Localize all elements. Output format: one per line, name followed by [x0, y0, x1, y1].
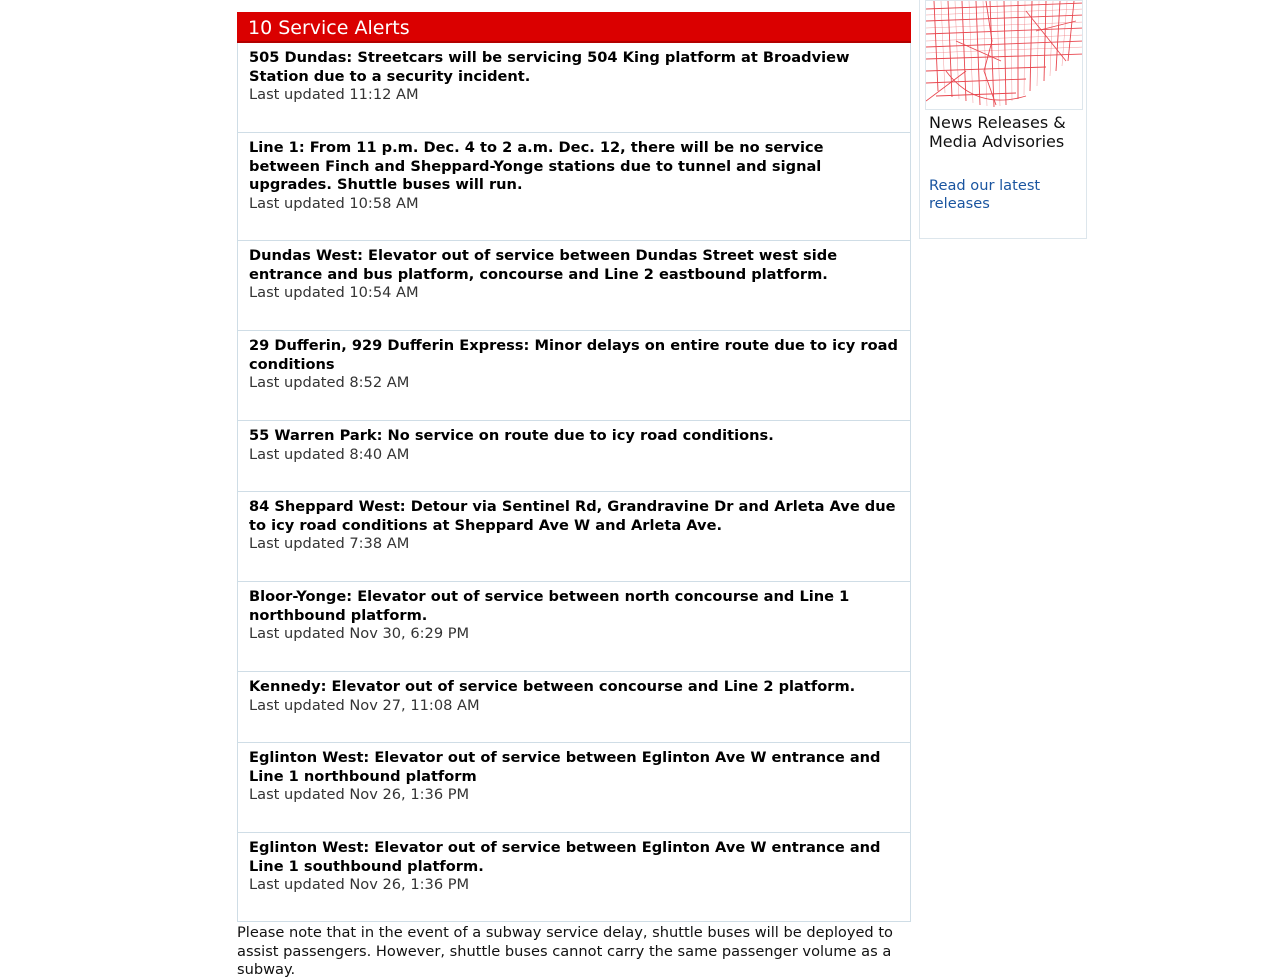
alert-item[interactable]	[238, 582, 910, 672]
alert-updated: Last updated Nov 26, 1:36 PM	[249, 786, 470, 803]
alert-title: Eglinton West: Elevator out of service between Eglinton Ave W entrance and Line 1 southbound platform.	[249, 839, 881, 875]
news-releases-sidebar	[919, 0, 1087, 239]
service-alerts-list	[237, 43, 911, 922]
alert-item[interactable]	[238, 43, 910, 133]
alert-updated: Last updated Nov 30, 6:29 PM	[249, 625, 470, 642]
alert-title: 29 Dufferin, 929 Dufferin Express: Minor delays on entire route due to icy road conditions	[249, 337, 898, 373]
alert-title: 505 Dundas: Streetcars will be servicing 504 King platform at Broadview Station due to a security incident.	[249, 49, 850, 85]
read-latest-releases-link[interactable]: Read our latest releases	[929, 177, 1041, 212]
alert-updated: Last updated 10:54 AM	[249, 284, 419, 301]
service-alerts-panel	[237, 12, 911, 922]
service-alerts-header: 10 Service Alerts	[237, 12, 911, 43]
alert-updated: Last updated 8:40 AM	[249, 445, 410, 463]
alert-updated: Last updated 8:52 AM	[249, 374, 410, 391]
alert-title: Line 1: From 11 p.m. Dec. 4 to 2 a.m. Dec. 12, there will be no service between Finch and Sheppard-Yonge stations due to tunnel and signal upgrades. Shuttle buses will run.	[249, 139, 824, 193]
alert-item[interactable]	[238, 421, 910, 492]
alert-title: Bloor-Yonge: Elevator out of service between north concourse and Line 1 northbound platform.	[249, 588, 850, 624]
news-releases-heading: News Releases & Media Advisories	[929, 113, 1066, 151]
alert-updated: Last updated Nov 27, 11:08 AM	[249, 696, 480, 714]
alert-item[interactable]	[238, 241, 910, 331]
alert-title: Eglinton West: Elevator out of service between Eglinton Ave W entrance and Line 1 northbound platform	[249, 749, 881, 785]
alert-title: Kennedy: Elevator out of service between concourse and Line 2 platform.	[249, 678, 856, 695]
alert-title: 84 Sheppard West: Detour via Sentinel Rd, Grandravine Dr and Arleta Ave due to icy road conditions at Sheppard Ave W and Arleta Ave.	[249, 498, 896, 534]
alert-item[interactable]	[238, 833, 910, 921]
alert-updated: Last updated 7:38 AM	[249, 535, 410, 552]
alert-item[interactable]	[238, 672, 910, 743]
map-graphic	[926, 1, 1083, 110]
alert-item[interactable]	[238, 133, 910, 241]
alert-updated: Last updated 10:58 AM	[249, 194, 419, 212]
alert-updated: Last updated Nov 26, 1:36 PM	[249, 876, 470, 893]
alert-title: Dundas West: Elevator out of service between Dundas Street west side entrance and bus platform, concourse and Line 2 eastbound platform.	[249, 247, 838, 283]
shuttle-bus-note: Please note that in the event of a subway service delay, shuttle buses will be deployed to assist passengers. However, shuttle buses cannot carry the same passenger volume as a subway.	[237, 924, 893, 978]
alert-item[interactable]	[238, 331, 910, 421]
alert-item[interactable]	[238, 492, 910, 582]
alert-updated: Last updated 11:12 AM	[249, 86, 419, 103]
system-map-thumbnail-icon[interactable]	[925, 0, 1083, 110]
alert-item[interactable]	[238, 743, 910, 833]
alert-title: 55 Warren Park: No service on route due to icy road conditions.	[249, 427, 774, 444]
